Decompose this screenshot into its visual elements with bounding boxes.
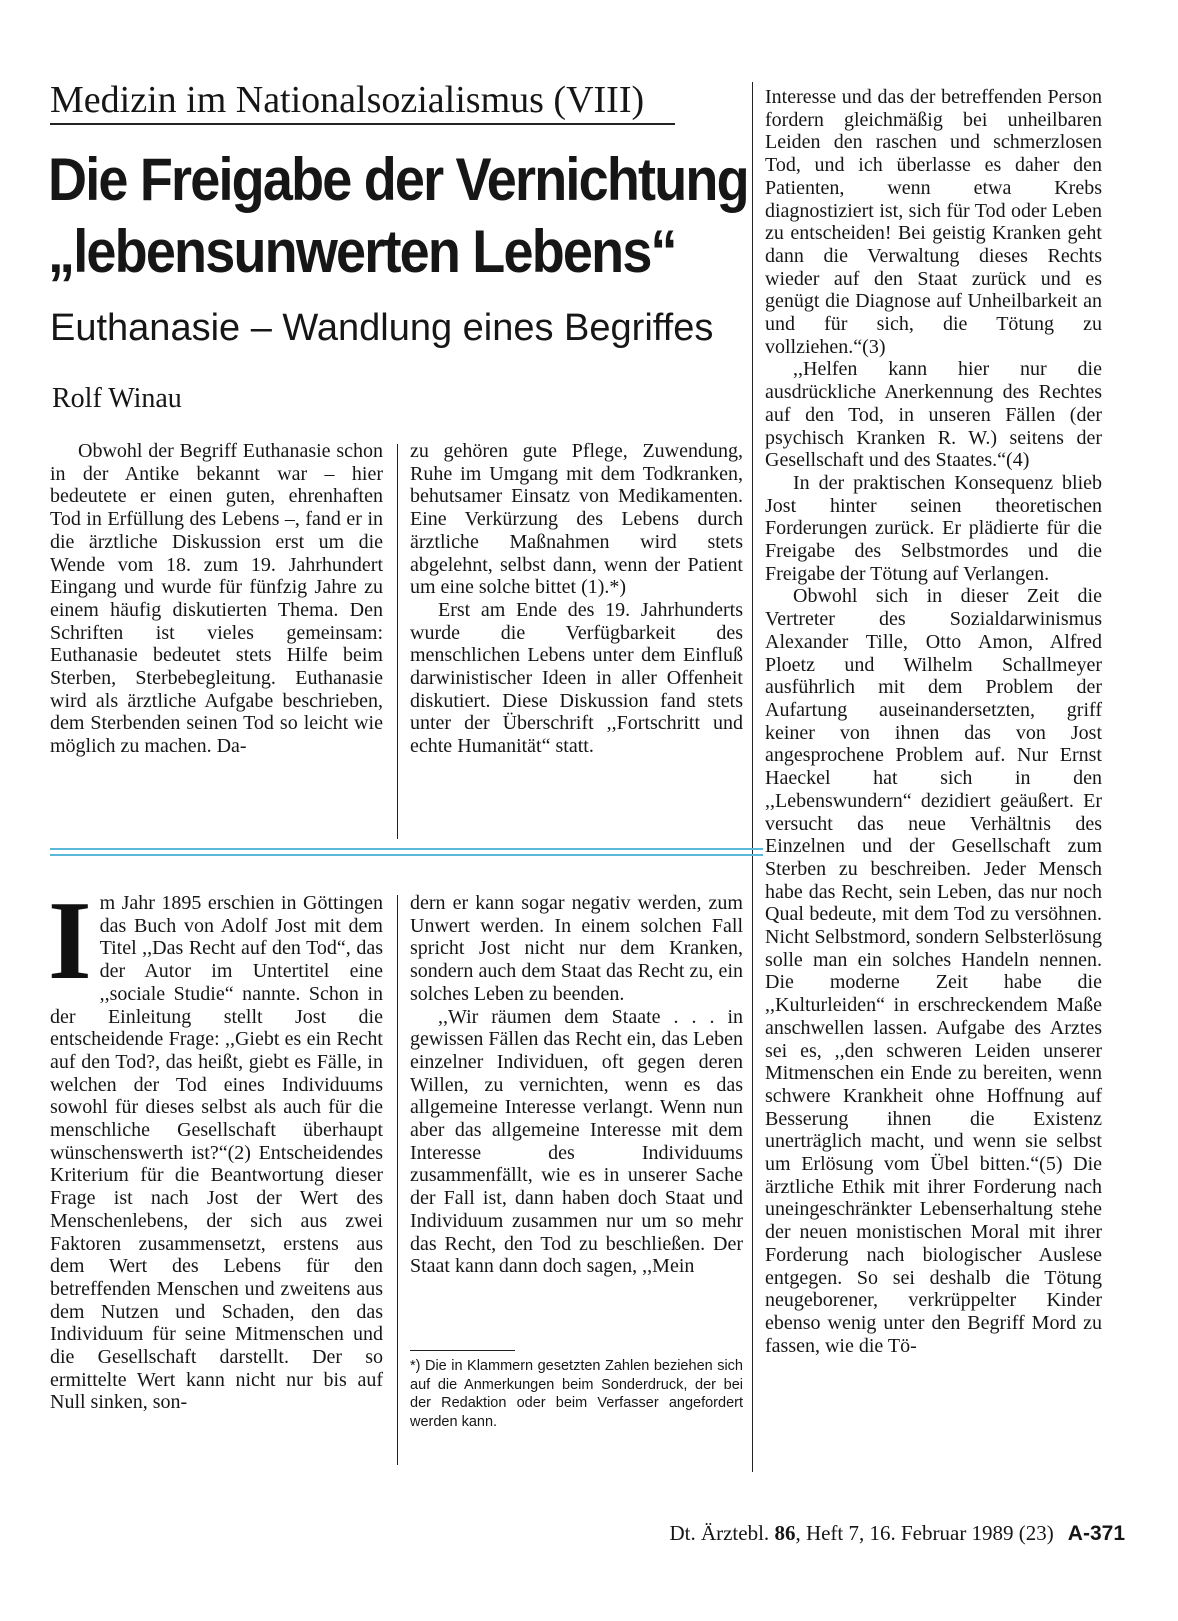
- drop-cap: I: [48, 879, 92, 1003]
- section-separator-top: [50, 848, 763, 850]
- jost-quote-paragraph: ,,Wir räumen dem Staate . . . in gewissen Fällen das Recht ein, das Leben einzelner Individuen, oft gegen deren Willen, zu vernichten, wenn es das allgemeine Interesse verlangt. Wenn nun aber das allgemeine Interesse mit dem Interesse des Individuums zusammenfällt, wie es in unserer Sache der Fall ist, dann haben doch Staat und Individuum zusammen nur um so mehr das Recht, den Tod zu beschließen. Der Staat kann dann doch sagen, ,,Mein: [410, 1005, 743, 1278]
- journal-volume: 86: [774, 1521, 796, 1545]
- body-column-middle: [410, 892, 743, 1278]
- page-footer: [620, 1520, 1125, 1547]
- body-column-left: [48, 879, 383, 1414]
- author-name: Rolf Winau: [52, 383, 182, 414]
- body-paragraph-continued: dern er kann sogar negativ werden, zum Unwert werden. In einem solchen Fall spricht Jost nicht nur dem Kranken, sondern auch dem Staat das Recht zu, ein solches Leben zu beenden.: [410, 892, 743, 1005]
- headline-line-2: „lebensunwerten Lebens“: [48, 218, 676, 285]
- footnote: *) Die in Klammern gesetzten Zahlen beziehen sich auf die Anmerkungen beim Sonderdruck, der bei der Redaktion oder beim Verfasser angefordert werden kann.: [410, 1358, 743, 1430]
- intro-paragraph: Obwohl der Begriff Euthanasie schon in der Antike bekannt war – hier bedeutete er einen guten, ehrenhaften Tod in Erfüllung des Lebens –, fand er in die ärztliche Diskussion erst um die Wende vom 18. zum 19. Jahrhundert Eingang und wurde für fünfzig Jahre zu einem häufig diskutierten Thema. Den Schriften ist vieles gemeinsam: Euthanasie bedeutet stets Hilfe beim Sterben, Sterbebegleitung. Euthanasie wird als ärztliche Aufgabe beschrieben, dem Sterbenden seinen Tod so leicht wie möglich zu machen. Da-: [50, 440, 383, 758]
- column-divider-intro: [397, 444, 398, 839]
- intro-paragraph-continued: zu gehören gute Pflege, Zuwendung, Ruhe im Umgang mit dem Todkranken, behutsamer Einsatz von Medikamenten. Eine Verkürzung des Lebens durch ärztliche Maßnahmen wird stets abgelehnt, selbst dann, wenn der Patient um eine solche bittet (1).*): [410, 440, 743, 599]
- journal-name: Dt. Ärztebl.: [669, 1521, 770, 1545]
- issue-date: , Heft 7, 16. Februar 1989 (23): [795, 1521, 1054, 1545]
- column-divider-body: [397, 895, 398, 1465]
- right-column: [765, 86, 1102, 1357]
- article-headline: [48, 144, 748, 288]
- series-kicker: Medizin im Nationalsozialismus (VIII): [50, 78, 675, 125]
- footnote-rule: [410, 1350, 515, 1351]
- body-opening-text: m Jahr 1895 erschien in Göttingen das Buch von Adolf Jost mit dem Titel ,,Das Recht auf den Tod“, das der Autor im Untertitel eine ,,sociale Studie“ nannte. Schon in der Einleitung stellt Jost die entscheidende Frage: ,,Giebt es ein Recht auf den Tod?, das heißt, giebt es Fälle, in welchen der Tod eines Individuums sowohl für dieses selbst als auch für die menschliche Gesellschaft überhaupt wünschenswerth ist?“(2) Entscheidendes Kriterium für die Beantwortung dieser Frage ist nach Jost der Wert des Menschenlebens, der sich aus zwei Faktoren zusammensetzt, erstens aus dem Wert des Lebens für den betreffenden Menschen und zweitens aus dem Nutzen und Schaden, den das Individuum für seine Mitmenschen und die Gesellschaft darstellt. Der so ermittelte Wert kann nicht nur bis auf Null sinken, son-: [50, 892, 383, 1414]
- intro-column-left: [50, 440, 383, 758]
- article-subtitle: Euthanasie – Wandlung eines Begriffes: [50, 307, 714, 349]
- intro-paragraph-2: Erst am Ende des 19. Jahrhunderts wurde die Verfügbarkeit des menschlichen Lebens unter dem Einfluß darwinistischer Ideen in aller Offenheit diskutiert. Diese Diskussion fand stets unter der Überschrift ,,Fortschritt und echte Humanität“ statt.: [410, 598, 743, 758]
- right-paragraph-1: Interesse und das der betreffenden Person fordern gleichmäßig bei unheilbaren Leiden den raschen und schmerzlosen Tod, und ich überlasse es daher den Patienten, wenn etwa Krebs diagnostiziert ist, sich für Tod oder Leben zu entscheiden! Bei geistig Kranken geht dann die Verwaltung dieses Rechts wieder auf den Staat zurück und es genügt die Diagnose auf Unheilbarkeit an und für sich, die Tötung zu vollziehen.“(3): [765, 86, 1102, 358]
- intro-column-right: [410, 440, 743, 758]
- page-reference: A-371: [1067, 1522, 1125, 1545]
- section-separator-bottom: [50, 854, 763, 856]
- headline-line-1: Die Freigabe der Vernichtung: [48, 146, 748, 213]
- column-divider-right: [752, 82, 753, 1472]
- body-paragraph-opening: [48, 879, 383, 1414]
- right-paragraph-3: In der praktischen Konsequenz blieb Jost hinter seinen theoretischen Forderungen zurück. Er plädierte für die Freigabe des Selbstmordes und die Freigabe der Tötung auf Verlangen.: [765, 471, 1102, 585]
- right-paragraph-2: ,,Helfen kann hier nur die ausdrückliche Anerkennung des Rechtes auf den Tod, in unseren Fällen (der psychisch Kranken R. W.) seitens der Gesellschaft und des Staates.“(4): [765, 358, 1102, 472]
- right-paragraph-4: Obwohl sich in dieser Zeit die Vertreter des Sozialdarwinismus Alexander Tille, Otto Amon, Alfred Ploetz und Wilhelm Schallmeyer ausführlich mit dem Problem der Aufartung auseinandersetzten, griff keiner von ihnen das von Jost angesprochene Problem auf. Nur Ernst Haeckel hat sich in den ,,Lebenswundern“ dezidiert geäußert. Er versucht das neue Verhältnis des Einzelnen und der Gesellschaft zum Sterben zu beschreiben. Jeder Mensch habe das Recht, sein Leben, das nur noch Qual bedeute, mit dem Tod zu versöhnen. Nicht Selbstmord, sondern Selbsterlösung solle man ein solches Handeln nennen. Die moderne Zeit habe die ,,Kulturleiden“ in erschreckendem Maße anschwellen lassen. Aufgabe des Arztes sei es, ,,den schweren Leiden unserer Mitmenschen ein Ende zu bereiten, wenn schwere Krankheit ohne Hoffnung auf Besserung ihnen die Existenz unerträglich macht, und wenn sie selbst um Erlösung vom Übel bitten.“(5) Die ärztliche Ethik mit ihrer Forderung nach uneingeschränkter Lebenserhaltung stehe der neuen monistischen Moral mit ihrer Forderung nach biologischer Auslese entgegen. So sei deshalb die Tötung neugeborener, verkrüppelter Kinder ebenso wenig unter den Begriff Mord zu fassen, wie die Tö-: [765, 585, 1102, 1357]
